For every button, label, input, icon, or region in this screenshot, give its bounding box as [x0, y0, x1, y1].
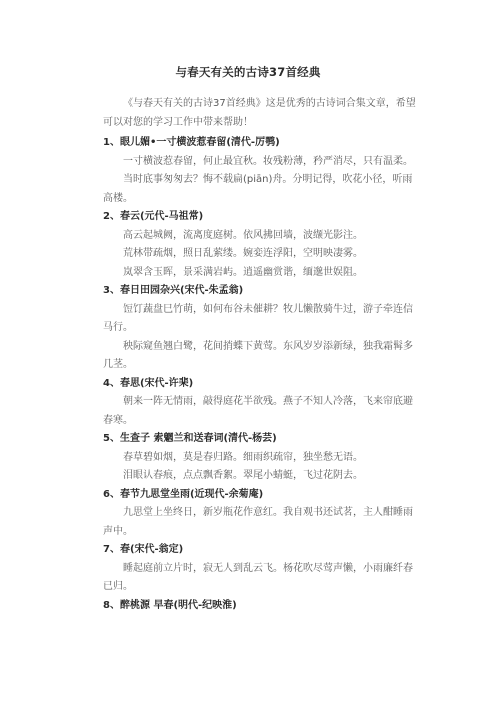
poem-line: 一寸横波惹春留，何止最宜秋。妆残粉薄，矜严消尽，只有温柔。 — [123, 155, 413, 167]
poem-heading: 1、眼儿媚•一寸横波惹春留(清代-厉鹗) — [103, 137, 280, 148]
poem-line: 春草碧如烟，莫是春归路。细雨织疏帘，独坐愁无语。 — [123, 451, 363, 463]
poem-line: 睡起庭前立片时，寂无人到乱云飞。杨花吹尽莺声懒，小雨廉纤春已归。 — [103, 562, 413, 592]
poem-line: 秧际窥鱼翘白鹭，花间捎蝶下黄莺。东风岁岁添新绿，独我霜髯多几茎。 — [103, 340, 413, 370]
poem-line: 当时底事匆匆去？悔不载扁(piān)舟。分明记得，吹花小径，听雨高楼。 — [103, 174, 413, 204]
poem-heading: 7、春(宋代-翁定) — [103, 544, 184, 555]
poem-line: 九思堂上坐终日，新岁瓶花作意红。我自观书还试茗，主人酣睡雨声中。 — [103, 507, 413, 537]
intro-paragraph: 《与春天有关的古诗37首经典》这是优秀的古诗词合集文章，希望可以对您的学习工作中带来帮助！ — [103, 98, 416, 128]
poem-list — [103, 134, 419, 615]
poem-line: 岚翠含玉晖，景采满岩屿。逍遥幽赏谐，缅邈世娱阻。 — [123, 266, 363, 278]
poem-heading: 6、春节九思堂坐雨(近现代-余菊庵) — [103, 488, 264, 500]
poem-heading: 2、春云(元代-马祖常) — [103, 211, 204, 222]
poem-line: 饾饤蔬盘巳竹萌，如何布谷未催耕？牧儿懒散骑牛过，游子牵连信马行。 — [103, 303, 413, 333]
document-body — [103, 95, 419, 615]
poem-heading: 4、春思(宋代-许棐) — [103, 377, 194, 389]
poem-heading: 8、醉桃源 早春(明代-纪映淮) — [103, 599, 237, 611]
page-title: 与春天有关的古诗37首经典 — [175, 65, 321, 79]
poem-line: 高云起城阙，流离度庭树。依风拂回墙，波缬光影注。 — [123, 229, 363, 241]
poem-line: 朝来一阵无情雨，敲得庭花半欲残。燕子不知人冷落，飞来帘底避春寒。 — [103, 396, 413, 426]
poem-heading: 5、生查子 索魍兰和送春词(清代-杨芸) — [103, 433, 277, 444]
poem-line: 泪眼认春痕，点点飘香絮。翠尾小蜻蜓，飞过花阴去。 — [123, 470, 363, 481]
poem-heading: 3、春日田园杂兴(宋代-朱孟翁) — [103, 285, 244, 296]
poem-line: 荒林带疏烟，照日乱萦缕。婉娈连浮阳，空明映凄雾。 — [123, 248, 363, 259]
